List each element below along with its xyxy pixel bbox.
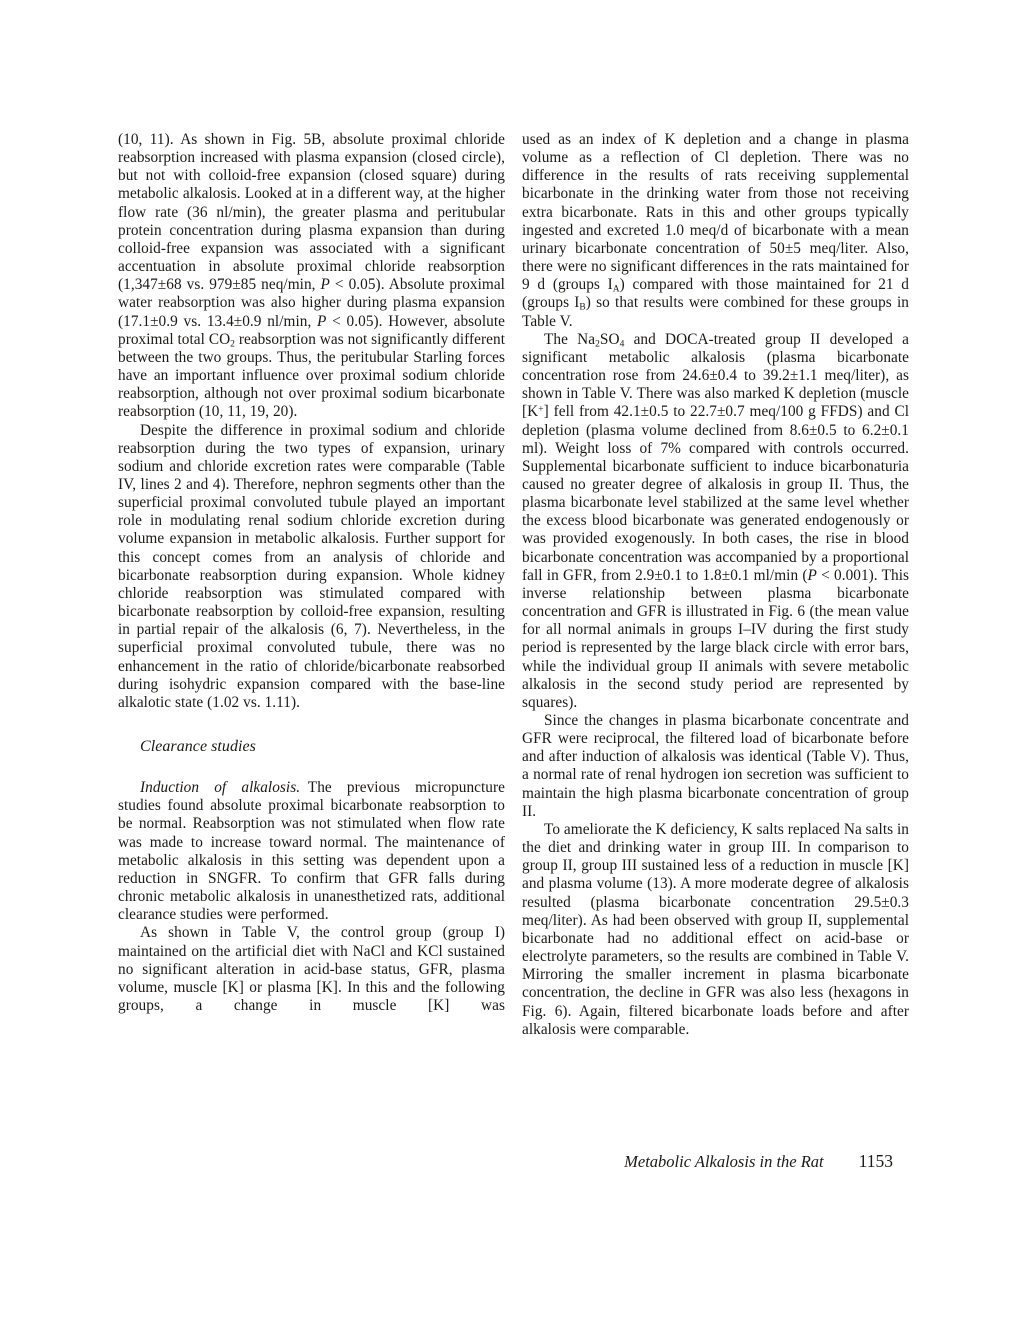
paragraph: Induction of alkalosis. The previous micropuncture studies found absolute proximal bicarbonate reabsorption to be normal. Reabsorption was not stimulated when flow rate was made to increase toward normal. The maintenance of metabolic alkalosis in this setting was dependent upon a reduction in SNGFR. To confirm that GFR falls during chronic metabolic alkalosis in unanesthetized rats, additional clearance studies were performed.: [118, 779, 505, 924]
two-column-text: [118, 131, 909, 1039]
paragraph: To ameliorate the K deficiency, K salts replaced Na salts in the diet and drinking water in group III. In comparison to group II, group III sustained less of a reduction in muscle [K] and plasma volume (13). A more moderate degree of alkalosis resulted (plasma bicarbonate concentration 29.5±0.3 meq/liter). As had been observed with group II, supplemental bicarbonate had no additional effect on acid-base or electrolyte parameters, so the results are combined in Table V. Mirroring the smaller increment in plasma bicarbonate concentration, the decline in GFR was also less (hexagons in Fig. 6). Again, filtered bicarbonate loads before and after alkalosis were comparable.: [522, 820, 909, 1038]
column-right: [522, 131, 909, 1039]
section-heading: Clearance studies: [140, 738, 256, 755]
paragraph: Since the changes in plasma bicarbonate concentrate and GFR were reciprocal, the filtered load of bicarbonate before and after induction of alkalosis was identical (Table V). Thus, a normal rate of renal hydrogen ion secretion was sufficient to maintain the high plasma bicarbonate concentration of group II.: [522, 712, 909, 820]
paragraph: used as an index of K depletion and a change in plasma volume as a reflection of Cl depletion. There was no difference in the results of rats receiving supplemental bicarbonate in the drinking water from those not receiving extra bicarbonate. Rats in this and other groups typically ingested and excreted 1.0 meq/d of bicarbonate with a mean urinary bicarbonate concentration of 50±5 meq/liter. Also, there were no significant differences in the rats maintained for 9 d (groups $I_A$) compared with those maintained for 21 d (groups $I_B$) so that results were combined for these groups in Table V.: [522, 131, 910, 330]
paragraph: (10, 11). As shown in Fig. 5B, absolute proximal chloride reabsorption increased with plasma expansion (closed circle), but not with colloid-free expansion (closed square) during metabolic alkalosis. Looked at in a different way, at the higher flow rate (36 nl/min), the greater plasma and peritubular protein concentration during plasma expansion than during colloid-free expansion was associated with a significant accentuation in absolute proximal chloride reabsorption (1,347±68 vs. 979±85 neq/min, P < 0.05). Absolute proximal water reabsorption was also higher during plasma expansion (17.1±0.9 vs. 13.4±0.9 nl/min, P < 0.05). However, absolute proximal total $CO_2$ reabsorption was not significantly different between the two groups. Thus, the peritubular Starling forces have an important influence over proximal sodium chloride reabsorption, although not over proximal sodium bicarbonate reabsorption (10, 11, 19, 20).: [118, 131, 505, 421]
page-footer: [118, 1151, 907, 1172]
paragraph: The $Na_2SO_4$ and DOCA-treated group II developed a significant metabolic alkalosis (plasma bicarbonate concentration rose from 24.6±0.4 to 39.2±1.1 meq/liter), as shown in Table V. There was also marked K depletion (muscle [K+] fell from 42.1±0.5 to 22.7±0.7 meq/100 g FFDS) and Cl depletion (plasma volume declined from 8.6±0.5 to 6.2±0.1 ml). Weight loss of 7% compared with controls occurred. Supplemental bicarbonate sufficient to induce bicarbonaturia caused no greater degree of alkalosis in group II. Thus, the plasma bicarbonate level stabilized at the same level whether the excess blood bicarbonate was generated endogenously or was provided exogenously. In both cases, the rise in blood bicarbonate concentration was accompanied by a proportional fall in GFR, from 2.9±0.1 to 1.8±0.1 ml/min (P < 0.001). This inverse relationship between plasma bicarbonate concentration and GFR is illustrated in Fig. 6 (the mean value for all normal animals in groups I–IV during the first study period is represented by the large black circle with error bars, while the individual group II animals with severe metabolic alkalosis in the second study period are represented by squares).: [522, 330, 910, 711]
paragraph: Despite the difference in proximal sodium and chloride reabsorption during the two types of expansion, urinary sodium and chloride excretion rates were comparable (Table IV, lines 2 and 4). Therefore, nephron segments other than the superficial proximal convoluted tubule played an important role in modulating renal sodium chloride excretion during volume expansion in metabolic alkalosis. Further support for this concept comes from an analysis of chloride and bicarbonate reabsorption during expansion. Whole kidney chloride reabsorption was stimulated compared with bicarbonate reabsorption by colloid-free expansion, resulting in partial repair of the alkalosis (6, 7). Nevertheless, in the superficial proximal convoluted tubule, there was no enhancement in the ratio of chloride/bicarbonate reabsorbed during isohydric expansion compared with the base-line alkalotic state (1.02 vs. 1.11).: [118, 421, 505, 711]
running-title: Metabolic Alkalosis in the Rat: [624, 1152, 824, 1171]
paragraph: As shown in Table V, the control group (group I) maintained on the artificial diet with NaCl and KCl sustained no significant alteration in acid-base status, GFR, plasma volume, muscle [K] or plasma [K]. In this and the following groups, a change in muscle [K] was: [118, 924, 505, 1015]
column-left: [118, 131, 505, 1039]
page-number: 1153: [858, 1151, 893, 1171]
